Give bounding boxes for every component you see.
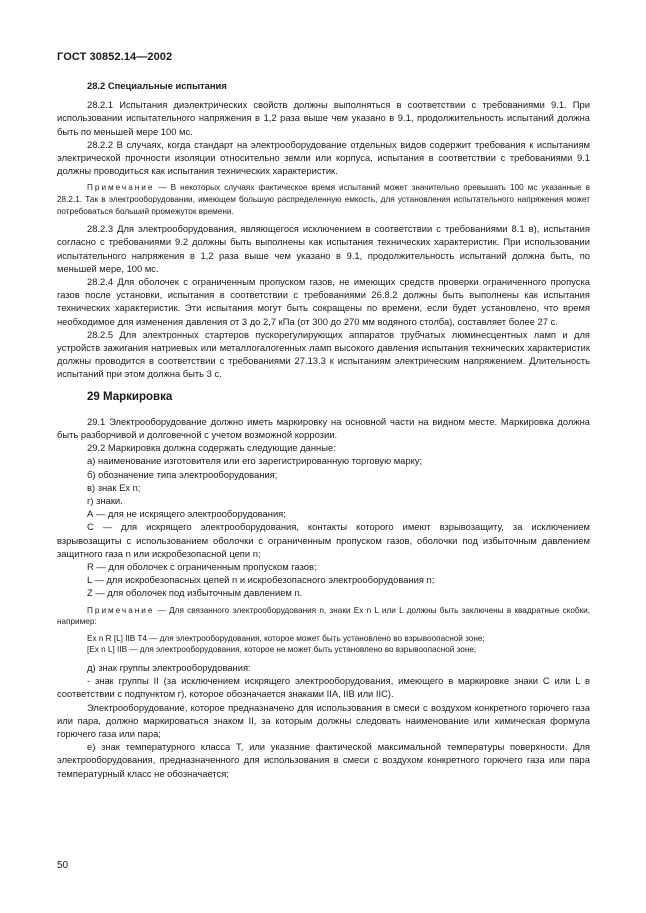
paragraph-29-1: 29.1 Электрооборудование должно иметь маркировку на основной части на видном месте. Маркировка должна быть разборчивой и долговечной с учетом возможной коррозии. <box>57 415 590 441</box>
section-28-2-title: 28.2 Специальные испытания <box>87 80 227 91</box>
paragraph-29-2: 29.2 Маркировка должна содержать следующие данные: <box>87 442 336 454</box>
list-item-v: в) знак Ех n; <box>87 481 141 493</box>
sign-r: R — для оболочек с ограниченным пропуском газов; <box>87 561 317 573</box>
paragraph-28-2-4: 28.2.4 Для оболочек с ограниченным пропуском газов, не имеющих средств проверки ограниченного пропуска газов после установки, испытания в соответствии с требованиями 26.8.2 должны быть выполнены как испытания технических характеристик. Эти испытания могут быть сокращены по времени, если будет установлено, что время необходимое для изменения давления от 3 до 2,7 кПа (от 300 до 270 мм водяного столба), составляет более 27 с. <box>57 276 590 327</box>
note-text: — В некоторых случаях фактическое время испытаний может значительно превышать 100 мс указанные в 28.2.1. Так в электрооборудовании, имеющем большую распределенную емкость, для установления испытательного напряжения может потребоваться больший промежуток времени. <box>57 183 590 216</box>
list-item-a: а) наименование изготовителя или его зарегистрированную торговую марку; <box>87 455 423 467</box>
note-label: Примечание <box>87 605 155 615</box>
standard-header: ГОСТ 30852.14—2002 <box>57 51 173 63</box>
page-content <box>57 79 590 780</box>
sign-z: Z — для оболочек под избыточным давлением n. <box>87 587 303 599</box>
note-28-2 <box>57 182 590 217</box>
sign-a: А — для не искрящего электрооборудования; <box>87 508 286 520</box>
list-item-d: д) знак группы электрооборудования: <box>87 662 251 674</box>
note-29 <box>57 605 590 628</box>
example-2: [Ех n L] IIB — для электрооборудования, которое не может быть установлено во взрывоопасной зоне; <box>87 645 477 655</box>
note-label: Примечание <box>87 183 155 193</box>
group-ii-paragraph: Электрооборудование, которое предназначено для использования в смеси с воздухом конкретного горючего газа или пара, должно маркироваться знаком II, за которым должны следовать наименование или химическая формула горючего газа или пара; <box>57 701 590 740</box>
paragraph-28-2-5: 28.2.5 Для электронных стартеров пускорегулирующих аппаратов трубчатых люминесцентных ламп и для устройств зажигания натриевых или металлогалогенных ламп высокого давления испытания технических характеристик должны проводится в соответствии с требованиями 27.13.3 к испытаниям электрическим напряжением. Длительность испытаний при этом должна быть 3 с. <box>57 328 590 380</box>
example-1: Ех n R [L] IIB T4 — для электрооборудования, которое может быть установлено во взрывоопасной зоне; <box>87 633 485 643</box>
sign-l: L — для искробезопасных цепей n и искробезопасного электрооборудования n; <box>87 574 435 586</box>
note-text: — Для связанного электрооборудования n, знаки Ех n L или L должны быть заключены в квадратные скобки, например: <box>57 605 590 627</box>
list-item-g: г) знаки. <box>87 495 123 507</box>
paragraph-28-2-1: 28.2.1 Испытания диэлектрических свойств должны выполняться в соответствии с требованиями 9.1. При использовании испытательного напряжения в 1,2 раза выше чем указано в 9.1, продолжительность испытаний должна быть по меньшей мере 100 мс. <box>57 99 590 137</box>
paragraph-28-2-3: 28.2.3 Для электрооборудования, являющегося исключением в соответствии с требованиями 8.1 в), испытания согласно с требованиями 9.2 должны быть выполнены как испытания технических характеристик. При использовании испытательного напряжения в 1,2 раза выше чем указано в 9.1, продолжительность испытаний должна быть, по меньшей мере, 100 мс. <box>57 223 590 274</box>
page-number: 50 <box>57 860 69 871</box>
paragraph-28-2-2: 28.2.2 В случаях, когда стандарт на электрооборудование отдельных видов содержит требования к испытаниям электрической прочности изоляции относительно земли или корпуса, испытания в соответствии с требованиями 9.1 должны проводиться как испытания технических характеристик. <box>57 138 590 177</box>
sign-c: С — для искрящего электрооборудования, контакты которого имеют взрывозащиту, за исключением взрывозащиты с использованием оболочки с ограниченным пропуском газов, оболочки под избыточным давлением защитного газа n или искробезопасной цепи n; <box>57 521 590 559</box>
group-sign-paragraph: - знак группы II (за исключением искрящего электрооборудования, имеющего в маркировке знаки С или L в соответствии с подпунктом г), которое обозначается знаками IIA, IIB или IIC). <box>57 675 590 700</box>
section-29-title: 29 Маркировка <box>87 390 173 403</box>
list-item-e: е) знак температурного класса Т, или указание фактической максимальной температуры поверхности. Для электрооборудования, предназначенного для использования в смеси с воздухом конкретного горючего газа или пара температурный класс не обозначается; <box>57 741 590 779</box>
list-item-b: б) обозначение типа электрооборудования; <box>87 468 278 480</box>
